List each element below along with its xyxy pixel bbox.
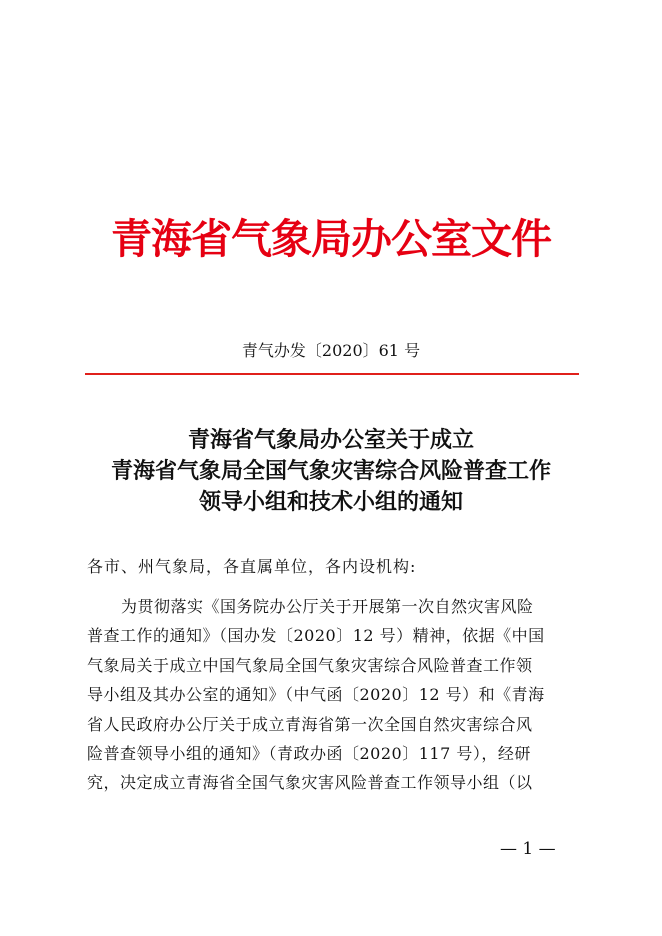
body-line: 普查工作的通知》（国办发〔2020〕12 号）精神，依据《中国 (87, 626, 545, 646)
notice-title-line-2: 青海省气象局全国气象灾害综合风险普查工作 (110, 458, 551, 484)
agency-header-title: 青海省气象局办公室文件 (111, 215, 551, 263)
notice-title-line-1: 青海省气象局办公室关于成立 (187, 427, 474, 453)
body-line: 气象局关于成立中国气象局全国气象灾害综合风险普查工作领 (87, 655, 533, 675)
document-number: 青气办发〔2020〕61 号 (241, 341, 421, 360)
page-number: — 1 — (500, 839, 556, 859)
body-line: 究，决定成立青海省全国气象灾害风险普查工作领导小组（以 (87, 773, 533, 793)
body-line: 为贯彻落实《国务院办公厅关于开展第一次自然灾害风险 (121, 597, 534, 616)
salutation: 各市、州气象局，各直属单位，各内设机构: (87, 557, 417, 576)
notice-title (60, 425, 602, 518)
red-divider-line (85, 373, 579, 375)
notice-title-line-3: 领导小组和技术小组的通知 (198, 489, 463, 515)
body-line: 险普查领导小组的通知》（青政办函〔2020〕117 号），经研 (87, 743, 531, 763)
body-line: 省人民政府办公厅关于成立青海省第一次全国自然灾害综合风 (87, 714, 533, 734)
body-text (87, 592, 587, 798)
body-line: 导小组及其办公室的通知》（中气函〔2020〕12 号）和《青海 (87, 685, 545, 705)
